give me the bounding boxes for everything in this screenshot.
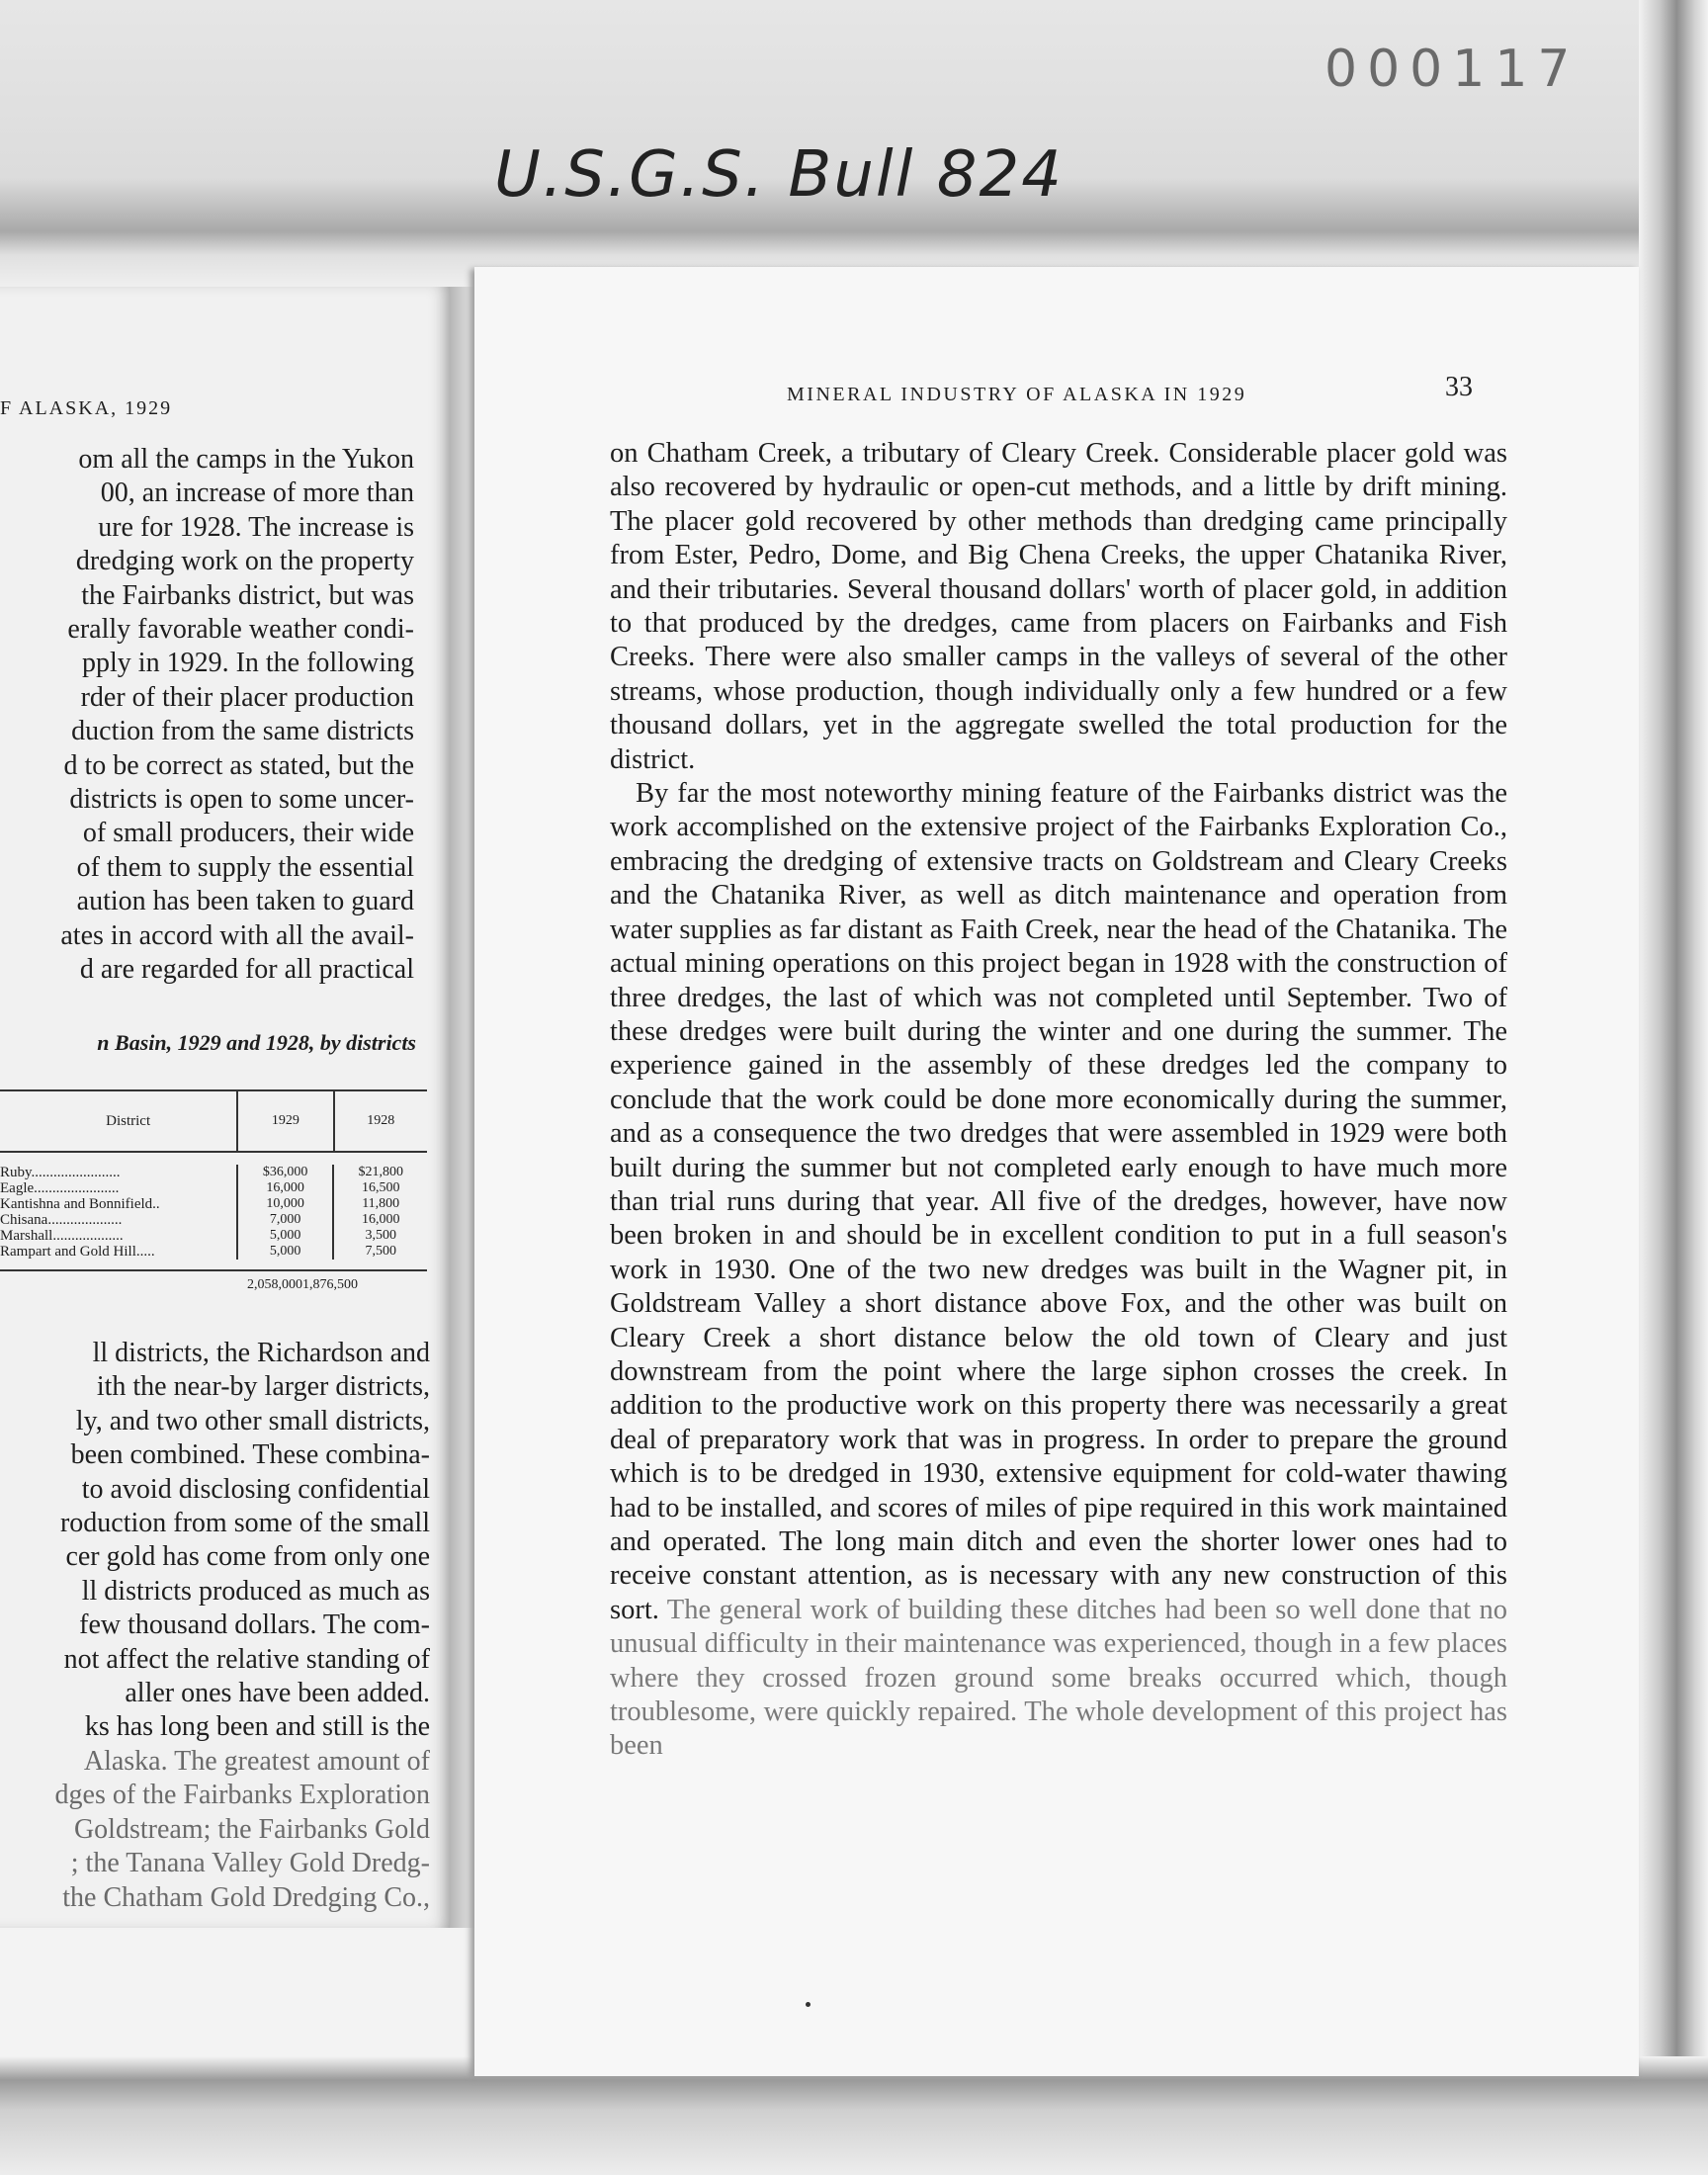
right-page xyxy=(474,267,1639,2076)
scan-edge-right xyxy=(1639,0,1708,2175)
value-1928-column xyxy=(332,1165,427,1260)
left-top-line: the Fairbanks district, but was xyxy=(81,579,414,611)
left-bottom-line: few thousand dollars. The com- xyxy=(79,1610,430,1641)
left-top-line: om all the camps in the Yukon xyxy=(78,444,414,475)
left-bottom-line: ll districts produced as much as xyxy=(81,1575,430,1607)
left-bottom-line: ly, and two other small districts, xyxy=(75,1405,430,1436)
left-page xyxy=(0,287,450,1928)
paragraph-2-faded-tail: The general work of building these ditches had been so well done that no unusual difficulty in their maintenance was experienced, though in a few places where they crossed frozen ground some breaks occurred which, though troublesome, were quickly repaired. The whole development of this project has been xyxy=(610,1594,1507,1762)
district-table xyxy=(0,1089,427,1299)
left-top-line: d to be correct as stated, but the xyxy=(63,749,414,781)
left-bottom-line: ith the near-by larger districts, xyxy=(96,1371,430,1403)
value-1929-cell: 7,000 xyxy=(269,1212,301,1227)
left-top-line: duction from the same districts xyxy=(71,716,414,747)
district-cell: Kantishna and Bonnifield.. xyxy=(0,1196,160,1212)
district-cell: Marshall................... xyxy=(0,1228,124,1244)
left-text-block-top xyxy=(0,443,414,988)
value-1929-column xyxy=(236,1165,333,1260)
left-bottom-line: ; the Tanana Valley Gold Dredg- xyxy=(70,1848,430,1879)
left-top-line: aution has been taken to guard xyxy=(76,886,414,917)
table-header xyxy=(0,1091,427,1153)
district-cell: Eagle....................... xyxy=(0,1180,120,1196)
left-top-line: d are regarded for all practical xyxy=(79,954,414,986)
left-bottom-line: to avoid disclosing confidential xyxy=(81,1473,430,1505)
table-total-row xyxy=(0,1269,427,1299)
left-text-block-bottom xyxy=(0,1337,430,1915)
left-top-line: of them to supply the essential xyxy=(76,851,414,883)
left-bottom-line: ll districts, the Richardson and xyxy=(92,1338,430,1368)
value-1928-cell: 11,800 xyxy=(362,1196,400,1211)
left-bottom-line: been combined. These combina- xyxy=(70,1439,430,1471)
paragraph-1: on Chatham Creek, a tributary of Cleary Creek. Considerable placer gold was also recovered by hydraulic or open-cut methods, and a little by drift mining. The placer gold recovered by other methods than dredging came principally from Ester, Pedro, Dome, and Big Chena Creeks, the upper Chatanika River, and their tributaries. Several thousand dollars' worth of placer gold, in addition to that produced by the dredges, came from placers on Fairbanks and Fish Creeks. There were also smaller camps in the valleys of several of the other streams, whose production, though individually only a few hundred or a few thousand dollars, yet in the aggregate swelled the total production for the district. xyxy=(610,438,1507,775)
left-bottom-line: aller ones have been added. xyxy=(125,1678,430,1709)
left-bottom-line: not affect the relative standing of xyxy=(63,1643,430,1675)
table-body xyxy=(0,1153,427,1260)
left-bottom-line: roduction from some of the small xyxy=(59,1508,430,1539)
left-top-line: rder of their placer production xyxy=(80,681,414,713)
value-1928-cell: 16,000 xyxy=(361,1212,400,1227)
header-1928: 1928 xyxy=(333,1091,427,1151)
left-running-head: F ALASKA, 1929 xyxy=(0,397,173,419)
body-text xyxy=(610,437,1507,1764)
running-head: MINERAL INDUSTRY OF ALASKA IN 1929 xyxy=(787,384,1247,405)
handwritten-note: U.S.G.S. Bull 824 xyxy=(494,138,1064,212)
value-1928-cell: 16,500 xyxy=(361,1180,400,1195)
total-1929: 2,058,000 xyxy=(247,1277,302,1292)
value-1929-cell: 5,000 xyxy=(269,1244,301,1259)
left-top-line: dredging work on the property xyxy=(75,546,414,577)
left-top-line: pply in 1929. In the following xyxy=(82,648,414,679)
total-1928: 1,876,500 xyxy=(302,1277,358,1292)
value-1929-cell: 10,000 xyxy=(266,1196,304,1211)
left-bottom-line: the Chatham Gold Dredging Co., xyxy=(62,1881,430,1913)
page-number: 33 xyxy=(1445,372,1473,402)
header-district: District xyxy=(106,1112,151,1129)
left-bottom-line: Goldstream; the Fairbanks Gold xyxy=(73,1813,430,1845)
value-1929-cell: 16,000 xyxy=(266,1180,304,1195)
document-number-stamp: 000117 xyxy=(1324,40,1580,99)
left-top-line: of small producers, their wide xyxy=(82,818,414,849)
value-1929-cell: 5,000 xyxy=(269,1228,301,1243)
left-bottom-line: dges of the Fairbanks Exploration xyxy=(54,1780,430,1811)
paragraph-2-main: By far the most noteworthy mining feature of the Fairbanks district was the work accomplished on the extensive project of the Fairbanks Exploration Co., embracing the dredging of extensive tracts on Goldstream and Cleary Creeks and the Chatanika River, as well as ditch maintenance and operation from water supplies as far distant as Faith Creek, near the head of the Chatanika. The actual mining operations on this project began in 1928 with the construction of three dredges, the last of which was not completed until September. Two of these dredges were built during the winter and one during the summer. The experience gained in the assembly of these dredges led the company to conclude that the work could be done more economically during the summer, and as a consequence the two dredges that were assembled in 1929 were both built during the summer but not completed early enough to have much more than trial runs during that year. All five of the dredges, however, have now been broken in and should be in excellent condition to put in a full season's work in 1930. One of the two new dredges was built in the Wagner pit, in Goldstream Valley a short distance above Fox, and the other was built on Cleary Creek a short distance below the old town of Cleary and just downstream from the point where the large siphon crosses the creek. In addition to the productive work on this property there was necessarily a great deal of preparatory work that was in progress. In order to prepare the ground which is to be dredged in 1930, extensive equipment for cold-water thawing had to be installed, and scores of miles of pipe required in this work maintained and operated. The long main ditch and even the shorter lower ones had to receive constant attention, as is necessary with any new construction of this sort. xyxy=(610,778,1508,1625)
paragraph-2 xyxy=(610,777,1507,1764)
book-gutter xyxy=(450,287,474,1928)
left-bottom-line: cer gold has come from only one xyxy=(65,1541,430,1573)
value-1928-cell: 7,500 xyxy=(365,1244,396,1259)
value-1929-cell: $36,000 xyxy=(262,1165,308,1179)
district-cell: Chisana.................... xyxy=(0,1212,123,1228)
left-bottom-line: ks has long been and still is the xyxy=(84,1711,430,1743)
table-caption: n Basin, 1929 and 1928, by districts xyxy=(97,1030,416,1055)
left-top-line: districts is open to some uncer- xyxy=(69,784,414,816)
left-top-line: ates in accord with all the avail- xyxy=(60,919,414,951)
district-column xyxy=(0,1165,236,1260)
value-1928-cell: $21,800 xyxy=(358,1165,403,1179)
left-top-line: erally favorable weather condi- xyxy=(67,614,414,646)
district-cell: Ruby........................ xyxy=(0,1165,121,1180)
value-1928-cell: 3,500 xyxy=(365,1228,396,1243)
district-cell: Rampart and Gold Hill..... xyxy=(0,1244,155,1260)
left-top-line: 00, an increase of more than xyxy=(100,478,414,509)
left-top-line: ure for 1928. The increase is xyxy=(98,511,414,543)
speck xyxy=(806,2002,811,2007)
left-bottom-line: Alaska. The greatest amount of xyxy=(83,1745,430,1777)
header-1929: 1929 xyxy=(236,1091,332,1151)
